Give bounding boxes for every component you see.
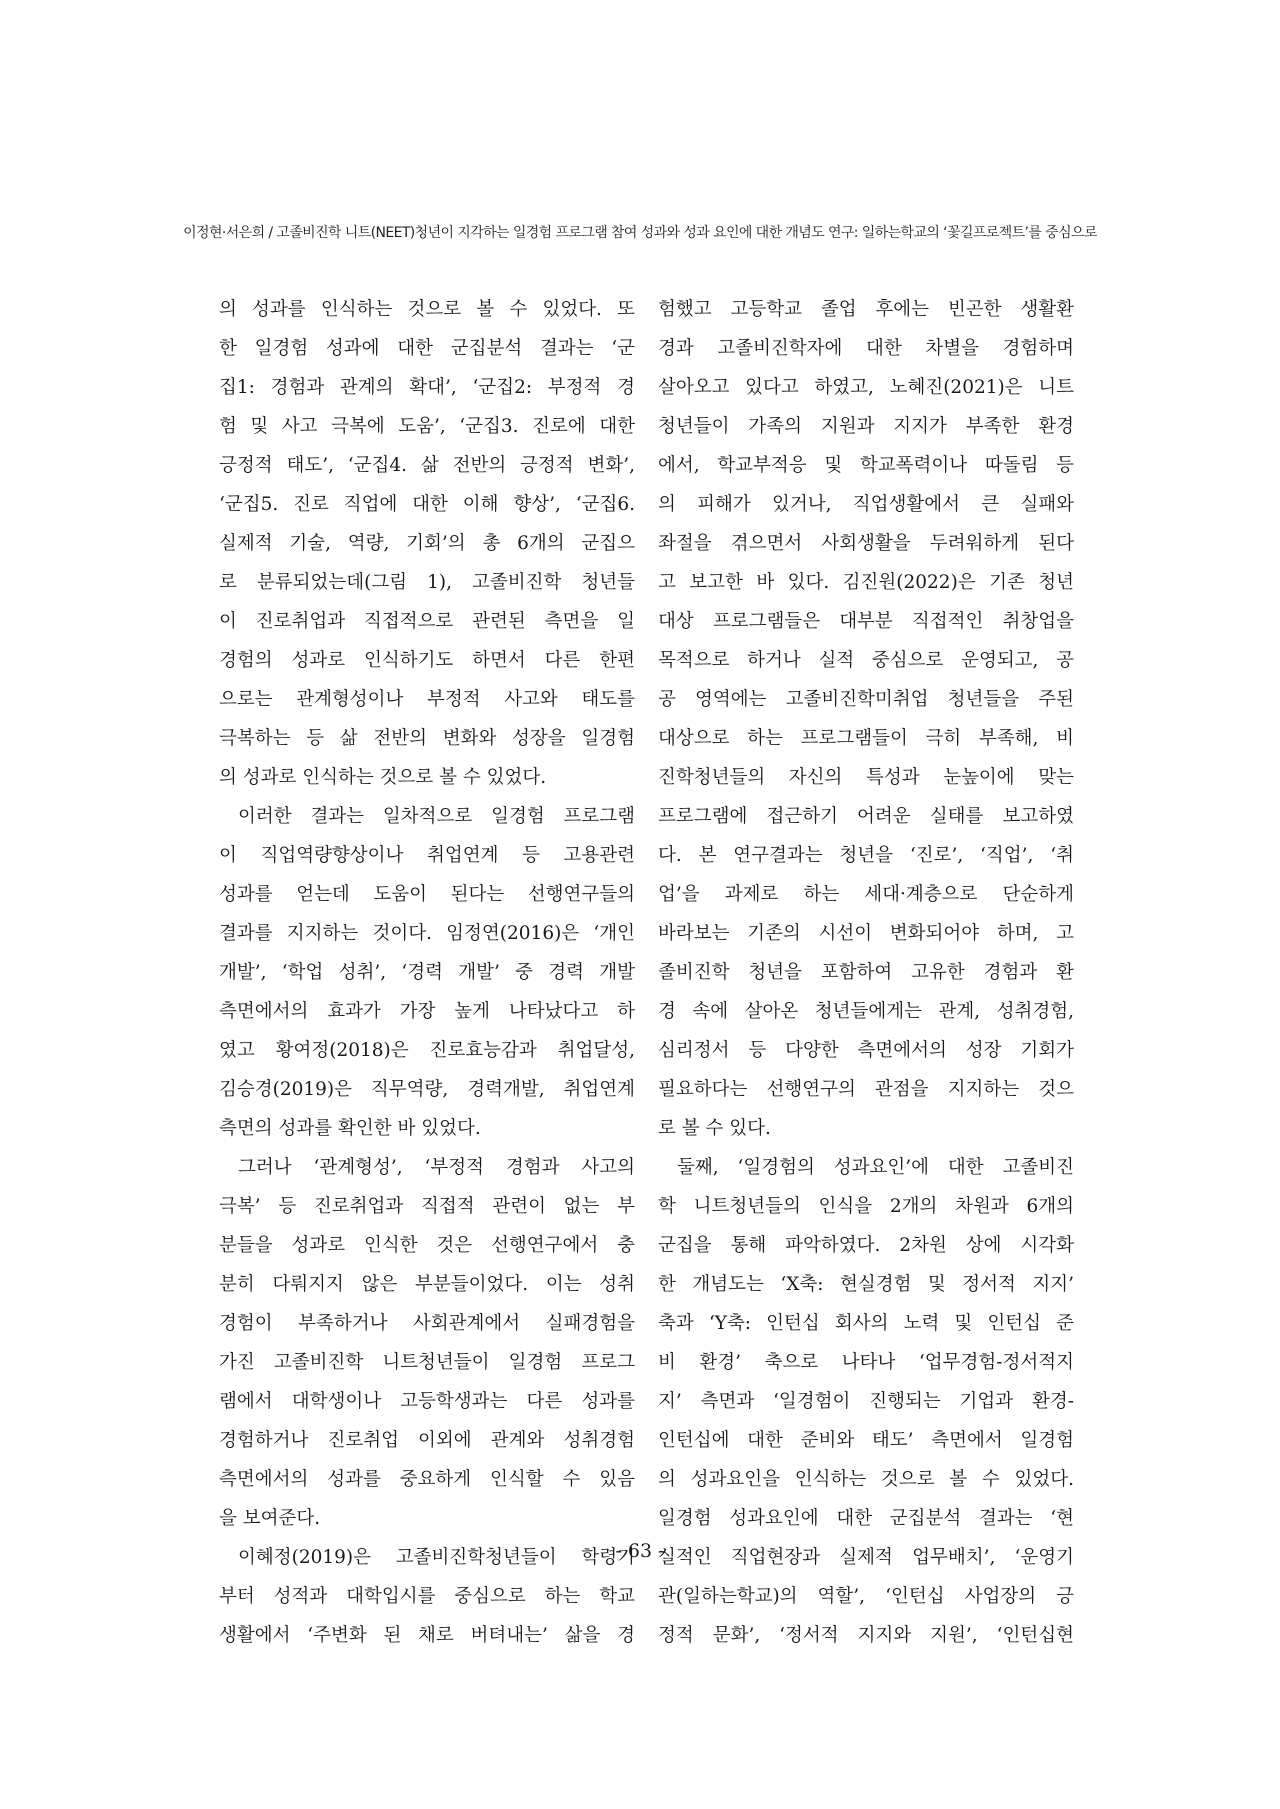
text-line: 지’ 측면과 ‘일경험이 진행되는 기업과 환경- <box>658 1391 1074 1412</box>
text-line: 살아오고 있다고 하였고, 노혜진(2021)은 니트 <box>658 377 1074 398</box>
text-line: 에서, 학교부적응 및 학교폭력이나 따돌림 등 <box>658 455 1074 476</box>
text-line: 분들을 성과로 인식한 것은 선행연구에서 충 <box>219 1235 635 1256</box>
text-line: ‘군집5. 진로 직업에 대한 이해 향상’, ‘군집6. <box>219 494 635 515</box>
text-line: 군집을 통해 파악하였다. 2차원 상에 시각화 <box>658 1235 1074 1256</box>
text-line: 바라보는 기존의 시선이 변화되어야 하며, 고 <box>658 923 1074 944</box>
text-line: 경험이 부족하거나 사회관계에서 실패경험을 <box>219 1313 635 1334</box>
text-line: 로 볼 수 있다. <box>658 1118 771 1139</box>
text-line: 실제적 기술, 역량, 기회’의 총 6개의 군집으 <box>219 533 635 554</box>
text-line: 험했고 고등학교 졸업 후에는 빈곤한 생활환 <box>658 299 1074 320</box>
text-line: 험 및 사고 극복에 도움’, ‘군집3. 진로에 대한 <box>219 416 635 437</box>
text-line: 대상 프로그램들은 대부분 직접적인 취창업을 <box>658 611 1074 632</box>
text-line: 프로그램에 접근하기 어려운 실태를 보고하였 <box>658 806 1074 827</box>
text-line: 한 개념도는 ‘X축: 현실경험 및 정서적 지지’ <box>658 1274 1074 1295</box>
text-line: 의 성과요인을 인식하는 것으로 볼 수 있었다. <box>658 1469 1074 1490</box>
right-text-column <box>658 290 1074 1655</box>
text-line: 관(일하는학교)의 역할’, ‘인턴십 사업장의 긍 <box>658 1586 1074 1607</box>
text-line: 의 성과로 인식하는 것으로 볼 수 있었다. <box>219 767 547 788</box>
text-line: 필요하다는 선행연구의 관점을 지지하는 것으 <box>658 1079 1074 1100</box>
text-line: 한 일경험 성과에 대한 군집분석 결과는 ‘군 <box>219 338 635 359</box>
text-line: 진학청년들의 자신의 특성과 눈높이에 맞는 <box>658 767 1074 788</box>
text-line: 이러한 결과는 일차적으로 일경험 프로그램 <box>238 806 635 827</box>
text-line: 경과 고졸비진학자에 대한 차별을 경험하며 <box>658 338 1074 359</box>
text-line: 목적으로 하거나 실적 중심으로 운영되고, 공 <box>658 650 1074 671</box>
running-header: 이정현·서은희 / 고졸비진학 니트(NEET)청년이 지각하는 일경험 프로그램 참여 성과와 성과 요인에 대한 개념도 연구: 일하는학교의 ‘꽃길프로젝트’를 중심으로 <box>183 225 1097 241</box>
text-line: 긍정적 태도’, ‘군집4. 삶 전반의 긍정적 변화’, <box>219 455 635 476</box>
text-line: 졸비진학 청년을 포함하여 고유한 경험과 환 <box>658 962 1074 983</box>
text-line: 부터 성적과 대학입시를 중심으로 하는 학교 <box>219 1586 635 1607</box>
text-line: 으로는 관계형성이나 부정적 사고와 태도를 <box>219 689 635 710</box>
text-line: 의 성과를 인식하는 것으로 볼 수 있었다. 또 <box>219 299 635 320</box>
text-line: 이 직업역량향상이나 취업연계 등 고용관련 <box>219 845 635 866</box>
text-line: 이 진로취업과 직접적으로 관련된 측면을 일 <box>219 611 635 632</box>
text-line: 성과를 얻는데 도움이 된다는 선행연구들의 <box>219 884 635 905</box>
text-line: 업’을 과제로 하는 세대·계층으로 단순하게 <box>658 884 1074 905</box>
text-line: 분히 다뤄지지 않은 부분들이었다. 이는 성취 <box>219 1274 635 1295</box>
text-line: 경험의 성과로 인식하기도 하면서 다른 한편 <box>219 650 635 671</box>
text-line: 정적 문화’, ‘정서적 지지와 지원’, ‘인턴십현 <box>658 1625 1074 1646</box>
text-line: 측면에서의 효과가 가장 높게 나타났다고 하 <box>219 1001 635 1022</box>
page-number: - 63 - <box>615 1540 665 1562</box>
text-line: 경험하거나 진로취업 이외에 관계와 성취경험 <box>219 1430 635 1451</box>
text-line: 일경험 성과요인에 대한 군집분석 결과는 ‘현 <box>658 1508 1074 1529</box>
text-line: 가진 고졸비진학 니트청년들이 일경험 프로그 <box>219 1352 635 1373</box>
text-line: 생활에서 ‘주변화 된 채로 버텨내는’ 삶을 경 <box>219 1625 635 1646</box>
text-line: 인턴십에 대한 준비와 태도’ 측면에서 일경험 <box>658 1430 1074 1451</box>
text-line: 고 보고한 바 있다. 김진원(2022)은 기존 청년 <box>658 572 1074 593</box>
text-line: 극복’ 등 진로취업과 직접적 관련이 없는 부 <box>219 1196 635 1217</box>
text-line: 측면에서의 성과를 중요하게 인식할 수 있음 <box>219 1469 635 1490</box>
text-line: 결과를 지지하는 것이다. 임정연(2016)은 ‘개인 <box>219 923 635 944</box>
text-line: 로 분류되었는데(그림 1), 고졸비진학 청년들 <box>219 572 635 593</box>
text-line: 심리정서 등 다양한 측면에서의 성장 기회가 <box>658 1040 1074 1061</box>
text-line: 극복하는 등 삶 전반의 변화와 성장을 일경험 <box>219 728 635 749</box>
text-line: 대상으로 하는 프로그램들이 극히 부족해, 비 <box>658 728 1074 749</box>
text-line: 램에서 대학생이나 고등학생과는 다른 성과를 <box>219 1391 635 1412</box>
text-line: 이혜정(2019)은 고졸비진학청년들이 학령기 <box>238 1547 635 1568</box>
text-line: 경 속에 살아온 청년들에게는 관계, 성취경험, <box>658 1001 1074 1022</box>
left-text-column <box>219 290 635 1655</box>
text-line: 측면의 성과를 확인한 바 있었다. <box>219 1118 481 1139</box>
text-line: 그러나 ‘관계형성’, ‘부정적 경험과 사고의 <box>238 1157 635 1178</box>
text-line: 김승경(2019)은 직무역량, 경력개발, 취업연계 <box>219 1079 635 1100</box>
text-line: 집1: 경험과 관계의 확대’, ‘군집2: 부정적 경 <box>219 377 635 398</box>
text-line: 다. 본 연구결과는 청년을 ‘진로’, ‘직업’, ‘취 <box>658 845 1074 866</box>
text-line: 실적인 직업현장과 실제적 업무배치’, ‘운영기 <box>658 1547 1074 1568</box>
text-line: 개발’, ‘학업 성취’, ‘경력 개발’ 중 경력 개발 <box>219 962 635 983</box>
text-line: 을 보여준다. <box>219 1508 321 1529</box>
text-line: 비 환경’ 축으로 나타나 ‘업무경험-정서적지 <box>658 1352 1074 1373</box>
text-line: 축과 ‘Y축: 인턴십 회사의 노력 및 인턴십 준 <box>658 1313 1074 1334</box>
text-line: 청년들이 가족의 지원과 지지가 부족한 환경 <box>658 416 1074 437</box>
text-line: 학 니트청년들의 인식을 2개의 차원과 6개의 <box>658 1196 1074 1217</box>
text-line: 의 피해가 있거나, 직업생활에서 큰 실패와 <box>658 494 1074 515</box>
text-line: 공 영역에는 고졸비진학미취업 청년들을 주된 <box>658 689 1074 710</box>
text-line: 둘째, ‘일경험의 성과요인’에 대한 고졸비진 <box>677 1157 1074 1178</box>
text-line: 좌절을 겪으면서 사회생활을 두려워하게 된다 <box>658 533 1074 554</box>
text-line: 였고 황여정(2018)은 진로효능감과 취업달성, <box>219 1040 635 1061</box>
